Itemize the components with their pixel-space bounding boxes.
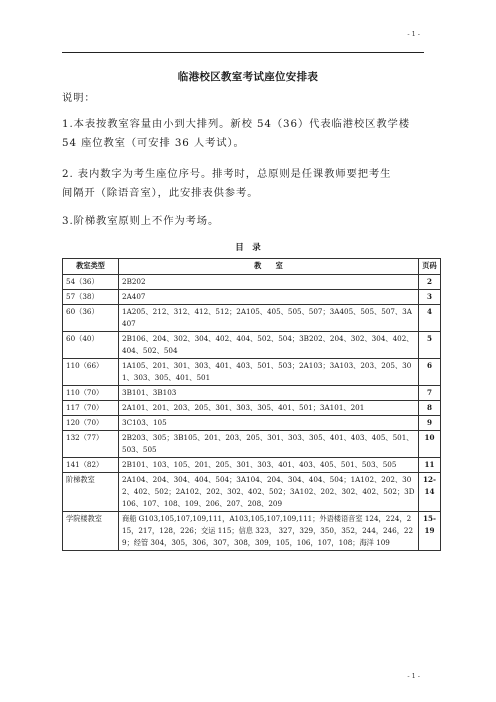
cell-type: 120（70）	[63, 416, 119, 431]
intro-paragraph-2	[62, 165, 432, 202]
intro-line-2: 54 座位教室（可安排 36 人考试）。	[62, 136, 245, 149]
intro-paragraph-1	[62, 115, 432, 152]
cell-type: 117（70）	[63, 401, 119, 416]
table-row	[63, 416, 441, 431]
cell-rooms: 商船 G103,105,107,109,111，A103,105,107,109,111；外语楼语音室 124，224，215，217，128，226；交运 115；信息 323， 327，329，350，352，244，246，229；经管 304，305，306，307，308，309，105，106，107，108；海洋 109	[119, 512, 419, 551]
cell-type: 110（70）	[63, 386, 119, 401]
table-row	[63, 386, 441, 401]
cell-page: 6	[419, 359, 441, 386]
cell-page: 11	[419, 458, 441, 473]
cell-page: 5	[419, 332, 441, 359]
cell-type: 132（77）	[63, 431, 119, 458]
toc-table	[62, 258, 441, 551]
cell-rooms: 3C103、105	[119, 416, 419, 431]
document-title: 临港校区教室考试座位安排表	[177, 71, 319, 83]
table-row	[63, 473, 441, 512]
cell-type: 60（36）	[63, 305, 119, 332]
table-row	[63, 431, 441, 458]
cell-rooms: 2A104、204、304、404、504；3A104、204、304、404、504；1A102、202、302、402、502；2A102、202、302、402、502；3A102、202、302、402、502；3D106、107、108、109、206、207、208、209	[119, 473, 419, 512]
cell-rooms: 2B106、204、302、304、402、404、502、504；3B202、204、302、304、402、404、502、504	[119, 332, 419, 359]
intro-line-3: 2. 表内数字为考生座位序号。排考时，总原则是任课教师要把考生	[62, 168, 392, 180]
header-page-number: - 1 -	[407, 30, 420, 38]
intro-heading: 说明：	[62, 92, 96, 104]
cell-rooms: 2B202	[119, 275, 419, 290]
cell-page: 15-19	[419, 512, 441, 551]
table-row	[63, 305, 441, 332]
toc-header-row	[63, 259, 441, 275]
table-row	[63, 332, 441, 359]
col-header-rooms: 教 室	[119, 259, 419, 275]
toc-title: 目 录	[235, 243, 261, 253]
cell-rooms: 1A105、201、301、303、401、403、501、503；2A103；3A103、203、205、301、303、305、401、501	[119, 359, 419, 386]
cell-type: 57（38）	[63, 290, 119, 305]
footer-page-number: - 1 -	[407, 672, 420, 680]
cell-page: 7	[419, 386, 441, 401]
cell-page: 4	[419, 305, 441, 332]
table-row	[63, 512, 441, 551]
cell-rooms: 2A407	[119, 290, 419, 305]
cell-rooms: 3B101、3B103	[119, 386, 419, 401]
cell-rooms: 2A101、201、203、205、301、303、305、401、501；3A101、201	[119, 401, 419, 416]
cell-type: 141（82）	[63, 458, 119, 473]
cell-page: 3	[419, 290, 441, 305]
cell-rooms: 2B101、103、105、201、205、301、303、401、403、405、501、503、505	[119, 458, 419, 473]
cell-page: 8	[419, 401, 441, 416]
cell-type: 60（40）	[63, 332, 119, 359]
intro-line-1: 1.本表按教室容量由小到大排列。新校 54（36）代表临港校区教学楼	[62, 118, 410, 130]
table-row	[63, 290, 441, 305]
intro-line-4: 间隔开（除语音室），此安排表供参考。	[62, 186, 259, 199]
cell-rooms: 1A205、212、312、412、512；2A105、405、505、507；3A405、505、507、3A407	[119, 305, 419, 332]
cell-type: 学院楼教室	[63, 512, 119, 551]
cell-type: 阶梯教室	[63, 473, 119, 512]
cell-page: 10	[419, 431, 441, 458]
header-rule	[62, 52, 424, 53]
table-row	[63, 401, 441, 416]
col-header-type: 教室类型	[63, 259, 119, 275]
cell-rooms: 2B203、305；3B105、201、203、205、301、303、305、401、403、405、501、503、505	[119, 431, 419, 458]
cell-page: 12-14	[419, 473, 441, 512]
cell-page: 9	[419, 416, 441, 431]
intro-line-5: 3.阶梯教室原则上不作为考场。	[62, 215, 220, 227]
cell-type: 54（36）	[63, 275, 119, 290]
cell-type: 110（66）	[63, 359, 119, 386]
table-row	[63, 359, 441, 386]
table-row	[63, 458, 441, 473]
table-row	[63, 275, 441, 290]
cell-page: 2	[419, 275, 441, 290]
col-header-page: 页码	[419, 259, 441, 275]
